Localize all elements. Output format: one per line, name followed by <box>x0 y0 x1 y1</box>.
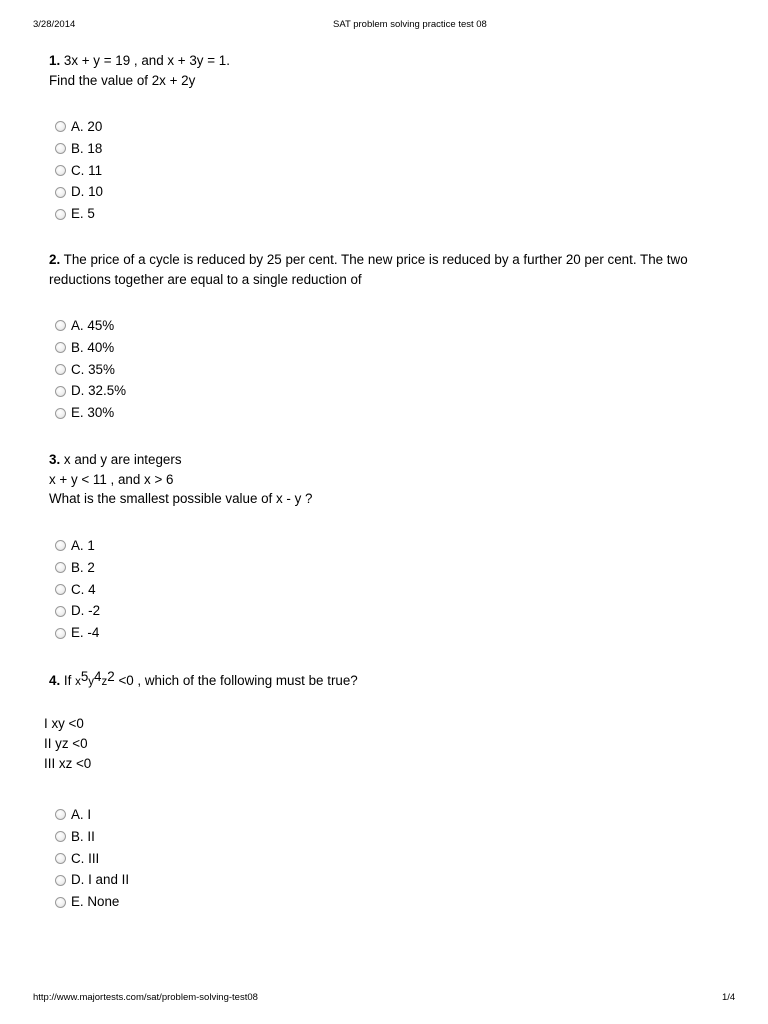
option-label: C. 35% <box>71 361 115 377</box>
option-c[interactable] <box>55 160 103 182</box>
radio-button-icon[interactable] <box>55 606 66 617</box>
question-suffix: <0 , which of the following must be true? <box>118 673 358 688</box>
option-label: E. None <box>71 894 120 910</box>
header-title: SAT problem solving practice test 08 <box>333 19 487 30</box>
variable-z: z <box>101 676 108 688</box>
question-3-options <box>55 535 100 644</box>
option-label: D. 10 <box>71 184 104 200</box>
radio-button-icon[interactable] <box>55 121 66 132</box>
option-e[interactable] <box>55 402 126 424</box>
question-2-options <box>55 315 126 424</box>
variable-y: y <box>88 676 95 688</box>
option-a[interactable] <box>55 315 126 337</box>
option-label: D. -2 <box>71 603 101 619</box>
option-d[interactable] <box>55 380 126 402</box>
radio-button-icon[interactable] <box>55 831 66 842</box>
option-label: A. 20 <box>71 119 103 134</box>
option-label: E. -4 <box>71 625 100 641</box>
question-line: reductions together are equal to a single reduction of <box>49 271 362 287</box>
question-number: 2. <box>49 252 61 267</box>
exponent: 5 <box>80 669 89 684</box>
option-label: A. 45% <box>71 318 115 333</box>
footer-url[interactable]: http://www.majortests.com/sat/problem-solving-test08 <box>33 992 258 1003</box>
option-a[interactable] <box>55 804 129 826</box>
option-b[interactable] <box>55 337 126 359</box>
option-label: B. 18 <box>71 140 103 156</box>
option-a[interactable] <box>55 535 100 557</box>
statement: I xy <0 <box>44 716 84 731</box>
option-b[interactable] <box>55 826 129 848</box>
option-b[interactable] <box>55 557 100 579</box>
radio-button-icon[interactable] <box>55 209 66 220</box>
question-number: 3. <box>49 452 61 467</box>
question-line: What is the smallest possible value of x - y ? <box>49 491 313 506</box>
radio-button-icon[interactable] <box>55 342 66 353</box>
option-label: A. I <box>71 807 92 822</box>
radio-button-icon[interactable] <box>55 897 66 908</box>
radio-button-icon[interactable] <box>55 584 66 595</box>
radio-button-icon[interactable] <box>55 853 66 864</box>
radio-button-icon[interactable] <box>55 628 66 639</box>
option-c[interactable] <box>55 359 126 381</box>
option-label: B. 2 <box>71 559 95 575</box>
radio-button-icon[interactable] <box>55 364 66 375</box>
radio-button-icon[interactable] <box>55 165 66 176</box>
statement: III xz <0 <box>44 756 92 771</box>
question-3 <box>49 450 739 509</box>
variable-x: x <box>75 676 81 688</box>
question-4-options <box>55 804 129 913</box>
question-2 <box>49 250 739 289</box>
option-c[interactable] <box>55 579 100 601</box>
header-date: 3/28/2014 <box>33 19 76 30</box>
option-a[interactable] <box>55 116 103 138</box>
statement: II yz <0 <box>44 736 88 751</box>
question-line: The price of a cycle is reduced by 25 per cent. The new price is reduced by a further 20 per cent. The two <box>63 252 688 267</box>
math-expression <box>75 669 115 688</box>
option-label: E. 30% <box>71 405 115 421</box>
option-label: B. 40% <box>71 339 115 355</box>
exponent: 4 <box>94 669 102 684</box>
question-line: 3x + y = 19 , and x + 3y = 1. <box>63 53 230 68</box>
question-number: 1. <box>49 53 61 68</box>
option-c[interactable] <box>55 848 129 870</box>
option-label: C. 4 <box>71 581 96 597</box>
question-line: x and y are integers <box>63 452 182 467</box>
option-label: C. III <box>71 850 100 866</box>
question-4 <box>49 671 739 693</box>
radio-button-icon[interactable] <box>55 540 66 551</box>
question-1-options <box>55 116 103 225</box>
option-label: B. II <box>71 828 95 844</box>
exponent: 2 <box>107 669 115 684</box>
radio-button-icon[interactable] <box>55 143 66 154</box>
radio-button-icon[interactable] <box>55 408 66 419</box>
option-label: E. 5 <box>71 206 95 222</box>
radio-button-icon[interactable] <box>55 320 66 331</box>
option-label: A. 1 <box>71 538 95 553</box>
question-line: Find the value of 2x + 2y <box>49 72 196 88</box>
question-line: x + y < 11 , and x > 6 <box>49 471 174 487</box>
option-label: D. 32.5% <box>71 383 127 399</box>
radio-button-icon[interactable] <box>55 875 66 886</box>
option-label: C. 11 <box>71 162 103 178</box>
radio-button-icon[interactable] <box>55 809 66 820</box>
option-b[interactable] <box>55 138 103 160</box>
option-d[interactable] <box>55 600 100 622</box>
option-label: D. I and II <box>71 872 130 888</box>
option-e[interactable] <box>55 203 103 225</box>
option-d[interactable] <box>55 181 103 203</box>
question-1-text <box>49 51 739 71</box>
page-number: 1/4 <box>722 992 736 1003</box>
question-4-statements <box>44 714 91 774</box>
question-2-text <box>49 250 739 270</box>
question-3-text <box>49 450 739 470</box>
radio-button-icon[interactable] <box>55 562 66 573</box>
question-prefix: If <box>63 673 72 688</box>
radio-button-icon[interactable] <box>55 386 66 397</box>
radio-button-icon[interactable] <box>55 187 66 198</box>
option-e[interactable] <box>55 622 100 644</box>
question-1 <box>49 51 739 90</box>
question-number: 4. <box>49 673 61 688</box>
option-e[interactable] <box>55 891 129 913</box>
question-4-text <box>49 671 739 693</box>
option-d[interactable] <box>55 869 129 891</box>
